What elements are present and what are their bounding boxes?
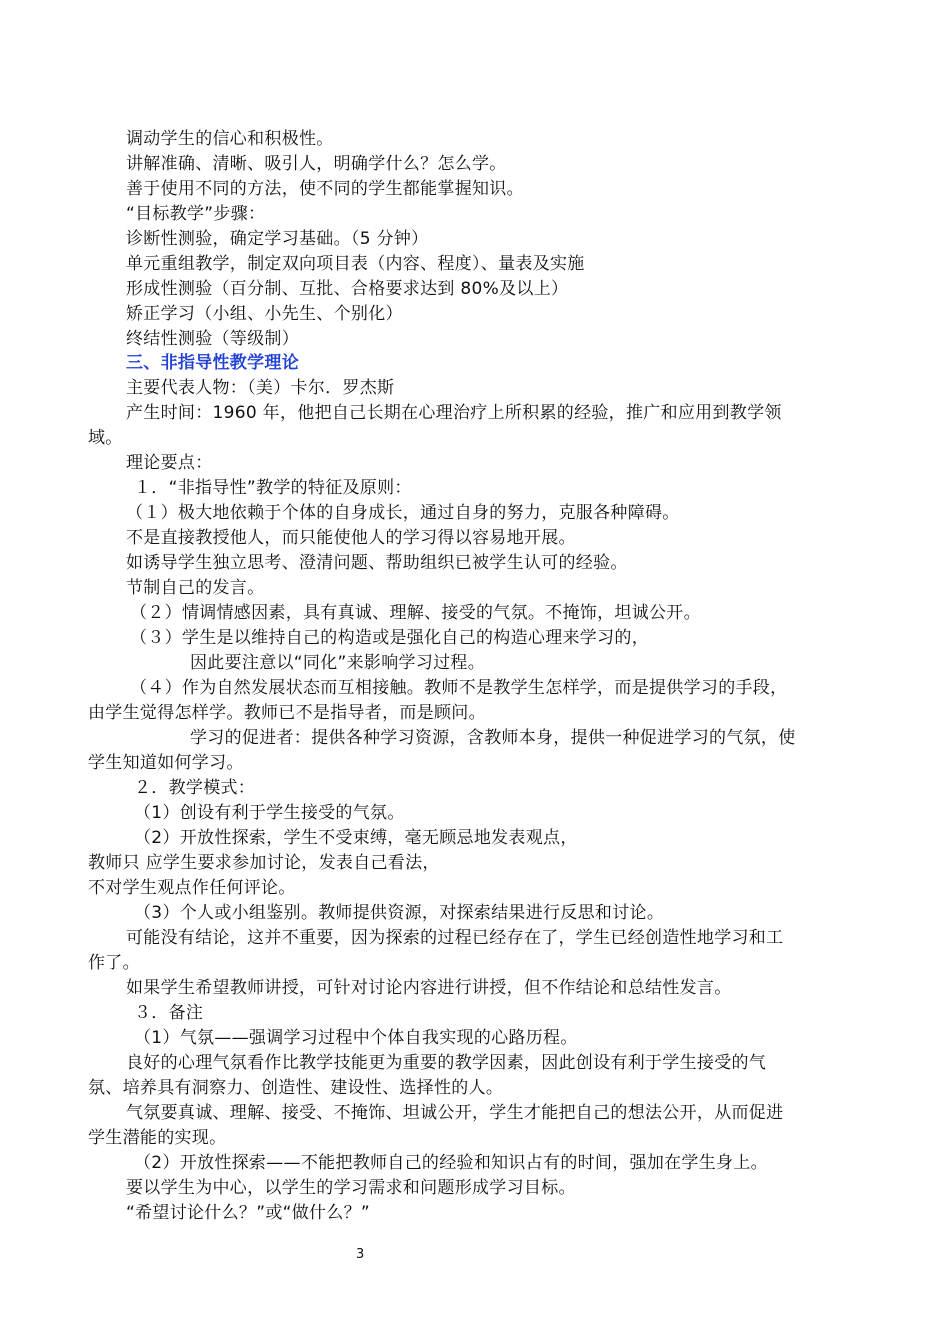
text-line: “目标教学”步骤： <box>126 204 266 224</box>
text-line: 教师只 应学生要求参加讨论，发表自己看法， <box>88 853 440 873</box>
text-line: 主要代表人物：（美）卡尔．罗杰斯 <box>126 378 395 398</box>
text-line: （2）开放性探索——不能把教师自己的经验和知识占有的时间，强加在学生身上。 <box>134 1153 768 1173</box>
text-line: 不对学生观点作任何评论。 <box>88 878 296 898</box>
text-line: （３）学生是以维持自己的构造或是强化自己的构造心理来学习的， <box>130 628 649 648</box>
text-line: （２）情调情感因素，具有真诚、理解、接受的气氛。不掩饰，坦诚公开。 <box>130 603 701 623</box>
text-line: （１）极大地依赖于个体的自身成长，通过自身的努力，克服各种障碍。 <box>126 503 680 523</box>
section-heading: 三、非指导性教学理论 <box>126 353 299 373</box>
text-line: 由学生觉得怎样学。教师已不是指导者，而是顾问。 <box>88 703 486 723</box>
text-line: 要以学生为中心，以学生的学习需求和问题形成学习目标。 <box>126 1178 576 1198</box>
text-line: 诊断性测验，确定学习基础。（5 分钟） <box>126 229 429 249</box>
text-line: 学生知道如何学习。 <box>88 753 244 773</box>
text-line: 讲解准确、清晰、吸引人，明确学什么？怎么学。 <box>126 154 507 174</box>
text-line: 产生时间：1960 年，他把自己长期在心理治疗上所积累的经验，推广和应用到教学领 <box>126 403 782 423</box>
text-line: （1）气氛——强调学习过程中个体自我实现的心路历程。 <box>134 1028 578 1048</box>
text-line: 作了。 <box>88 953 140 973</box>
text-line: 矫正学习（小组、小先生、个别化） <box>126 304 403 324</box>
text-line: （3）个人或小组鉴别。教师提供资源，对探索结果进行反思和讨论。 <box>134 903 665 923</box>
text-line: 不是直接教授他人，而只能使他人的学习得以容易地开展。 <box>126 528 576 548</box>
text-line: 单元重组教学，制定双向项目表（内容、程度）、量表及实施 <box>126 254 585 274</box>
text-line: 理论要点： <box>126 453 213 473</box>
text-line: ２．教学模式： <box>134 778 256 798</box>
text-line: 如果学生希望教师讲授，可针对讨论内容进行讲授，但不作结论和总结性发言。 <box>126 978 732 998</box>
text-line: 因此要注意以“同化”来影响学习过程。 <box>190 653 486 673</box>
text-line: 可能没有结论，这并不重要，因为探索的过程已经存在了，学生已经创造性地学习和工 <box>126 928 784 948</box>
text-line: （2）开放性探索，学生不受束缚，毫无顾忌地发表观点， <box>134 828 578 848</box>
text-line: 氛、培养具有洞察力、创造性、建设性、选择性的人。 <box>88 1078 504 1098</box>
text-line: 如诱导学生独立思考、澄清问题、帮助组织已被学生认可的经验。 <box>126 553 628 573</box>
text-line: ３．备注 <box>134 1003 204 1023</box>
text-line: 节制自己的发言。 <box>126 578 265 598</box>
text-line: 良好的心理气氛看作比教学技能更为重要的教学因素，因此创设有利于学生接受的气 <box>126 1053 767 1073</box>
page-number: 3 <box>356 1247 365 1262</box>
text-line: （1）创设有利于学生接受的气氛。 <box>134 803 405 823</box>
text-line: （４）作为自然发展状态而互相接触。教师不是教学生怎样学，而是提供学习的手段， <box>130 678 788 698</box>
text-line: 善于使用不同的方法，使不同的学生都能掌握知识。 <box>126 179 524 199</box>
text-line: “希望讨论什么？”或“做什么？” <box>126 1203 371 1223</box>
text-line: 气氛要真诚、理解、接受、不掩饰、坦诚公开，学生才能把自己的想法公开，从而促进 <box>126 1103 784 1123</box>
text-line: 终结性测验（等级制） <box>126 329 299 349</box>
text-line: 调动学生的信心和积极性。 <box>126 129 334 149</box>
text-line: 学生潜能的实现。 <box>88 1128 227 1148</box>
text-line: 域。 <box>88 428 123 448</box>
text-line: １．“非指导性”教学的特征及原则： <box>134 478 412 498</box>
text-line: 形成性测验（百分制、互批、合格要求达到 80%及以上） <box>126 279 569 299</box>
text-line: 学习的促进者：提供各种学习资源，含教师本身，提供一种促进学习的气氛，使 <box>190 728 796 748</box>
